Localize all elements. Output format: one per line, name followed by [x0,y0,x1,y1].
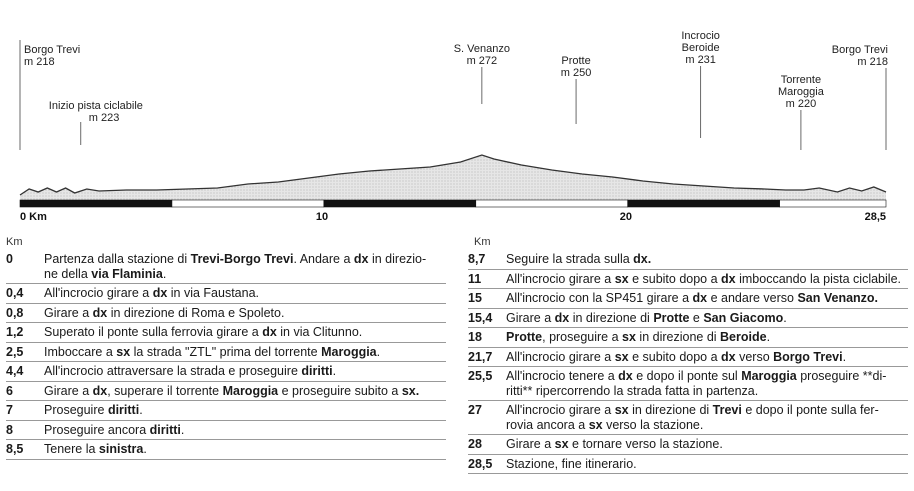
direction-text: Proseguire ancora diritti. [44,422,185,437]
direction-row [6,250,446,284]
direction-row [468,309,908,329]
direction-row [6,343,446,363]
direction-text: Partenza dalla stazione di Trevi-Borgo Trevi. Andare a dx in direzio- ne della via Flaminia. [44,252,427,281]
direction-text: Girare a sx e tornare verso la stazione. [506,437,723,451]
direction-km: 8 [6,422,13,437]
directions-left-column [6,236,446,460]
direction-row [6,440,446,460]
x-tick-label: 28,5 [864,211,886,223]
direction-km: 15 [468,291,482,305]
direction-km: 28,5 [468,456,493,471]
waypoint-label: Borgo Trevi m 218 [831,44,888,68]
direction-row [468,348,908,368]
direction-text: All'incrocio girare a sx e subito dopo a dx imboccando la pista ciclabile. [506,271,901,286]
direction-km: 21,7 [468,349,493,364]
direction-row [6,284,446,304]
direction-text: Girare a dx in direzione di Protte e San Giacomo. [506,310,787,325]
x-tick-label: 20 [619,211,632,223]
direction-km: 25,5 [468,369,493,383]
direction-row [468,435,908,455]
direction-text: All'incrocio con la SP451 girare a dx e andare verso San Venanzo. [506,291,879,305]
direction-row [6,323,446,343]
direction-km: 7 [6,403,13,417]
direction-km: 11 [468,271,482,286]
direction-row [468,401,908,435]
elevation-area [20,155,886,200]
scale-bar-segment [628,200,780,207]
scale-bar-segment [20,200,172,207]
direction-text: All'incrocio attraversare la strada e proseguire diritti. [44,364,337,378]
waypoint-label: Torrente Maroggia m 220 [777,74,824,110]
direction-row [6,382,446,402]
waypoint-label: Inizio pista ciclabile m 223 [48,100,143,124]
direction-row [6,401,446,421]
scale-bar-segment [324,200,476,207]
direction-text: Proseguire diritti. [44,403,143,417]
direction-text: Girare a dx in direzione di Roma e Spoleto. [44,305,285,320]
direction-text: All'incrocio tenere a dx e dopo il ponte sul Maroggia proseguire **di- ritti** ripercorrendo la strada fatta in partenza. [506,369,887,398]
direction-km: 4,4 [6,364,24,378]
direction-text: Superato il ponte sulla ferrovia girare a dx in via Clitunno. [44,325,363,339]
direction-row [468,250,908,270]
direction-km: 27 [468,403,482,417]
direction-km: 15,4 [468,310,493,325]
direction-text: Imboccare a sx la strada "ZTL" prima del torrente Maroggia. [44,344,381,359]
direction-text: All'incrocio girare a dx in via Faustana. [44,286,259,300]
direction-row [468,289,908,309]
waypoint-label: Protte m 250 [560,55,592,79]
scale-bar-segment [476,200,628,207]
direction-km: 0 [6,252,13,266]
direction-row [6,304,446,324]
direction-row [468,270,908,290]
direction-km: 8,7 [468,252,486,266]
waypoint-label: S. Venanzo m 272 [453,43,510,67]
directions-right-column [468,236,908,474]
direction-row [6,362,446,382]
x-tick-label: 10 [315,211,329,223]
direction-km: 8,5 [6,442,24,456]
direction-row [468,367,908,401]
direction-km: 2,5 [6,344,24,359]
direction-km: 0,4 [6,286,24,300]
direction-text: Tenere la sinistra. [44,442,147,456]
direction-text: Seguire la strada sulla dx. [506,252,652,266]
direction-km: 28 [468,437,482,451]
direction-text: Girare a dx, superare il torrente Maroggia e proseguire subito a sx. [44,383,420,398]
direction-row [468,328,908,348]
scale-bar-segment [172,200,324,207]
direction-text: Protte, proseguire a sx in direzione di Beroide. [506,330,771,344]
waypoint-label: Incrocio Beroide m 231 [681,30,720,66]
direction-text: Stazione, fine itinerario. [506,456,637,471]
direction-km: 1,2 [6,325,24,339]
km-header: Km [6,236,23,248]
direction-text: All'incrocio girare a sx in direzione di Trevi e dopo il ponte sulla fer- rovia ancora a sx verso la stazione. [506,403,879,432]
direction-row [468,455,908,475]
direction-km: 6 [6,383,13,398]
direction-km: 0,8 [6,305,24,320]
scale-bar-segment [780,200,886,207]
km-header: Km [474,236,491,248]
x-tick-label: 0 Km [20,211,47,223]
direction-row [6,421,446,441]
direction-text: All'incrocio girare a sx e subito dopo a dx verso Borgo Trevi. [506,349,847,364]
direction-km: 18 [468,330,482,344]
waypoint-label: Borgo Trevi m 218 [24,44,81,68]
